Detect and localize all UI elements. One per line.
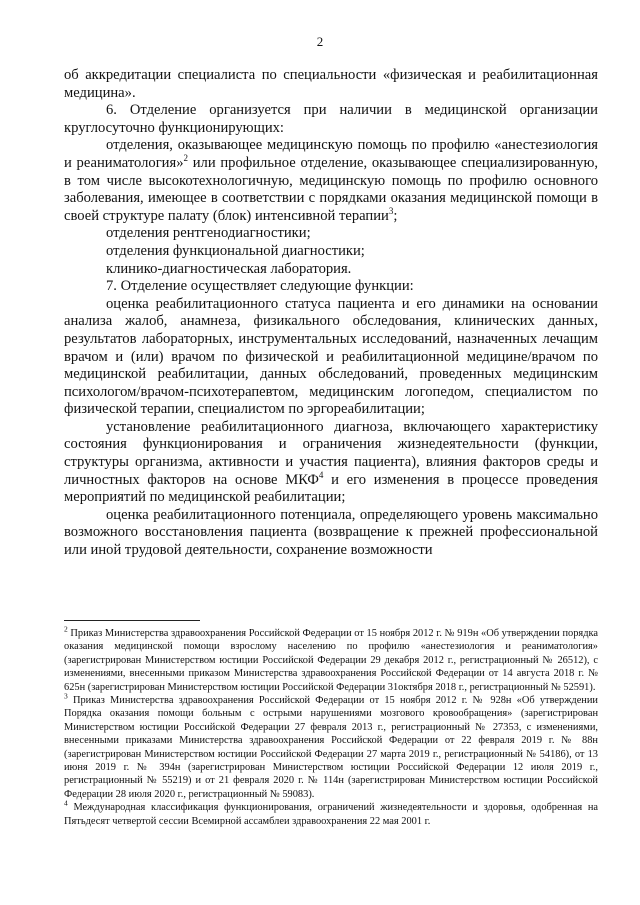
footnote-ref-2[interactable]: 2 bbox=[183, 153, 188, 164]
footnote-2: $^2$ Приказ Министерства здравоохранения Российской Федерации от 15 ноября 2012 г. № 919н «Об утверждении порядка оказания медицинской помощи взрослому населению по профилю «анестезиология и реаниматология» (зарегистрирован Министерством юстиции Российской Федерации 29 декабря 2012 г., регистрационный № 26512), с изменениями, внесенными приказом Министерства здравоохранения Российской Федерации от 14 августа 2018 г. № 625н (зарегистрирован Министерством юстиции Российской Федерации 31октября 2018 г., регистрационный № 52591). bbox=[64, 624, 598, 693]
paragraph-6: клинико-диагностическая лаборатория. bbox=[106, 260, 352, 277]
paragraph-1: об аккредитации специалиста по специальности «физическая и реабилитационная медицина». bbox=[64, 67, 598, 101]
paragraph-5: отделения функциональной диагностики; bbox=[106, 242, 365, 259]
page-number: 2 bbox=[316, 34, 324, 49]
paragraph-4: отделения рентгенодиагностики; bbox=[106, 225, 311, 242]
footnotes bbox=[64, 624, 598, 828]
paragraph-9: установление реабилитационного диагноза, включающего характеристику состояния функционирования и ограничения жизнедеятельности (функции, структуры организма, активности и участия пациента), влияния факторов среды и личностных факторов на основе МКФ$^4$ и его изменения в процессе проведения мероприятий по медицинской реабилитации; bbox=[64, 418, 598, 506]
footnote-ref-4[interactable]: 4 bbox=[318, 469, 324, 480]
paragraph-3: отделения, оказывающее медицинскую помощь по профилю «анестезиология и реаниматология»$^2$ или профильное отделение, оказывающее специализированную, в том числе высокотехнологичную, медицинскую помощь по профилю основного заболевания, имеющее в соответствии с порядками оказания медицинской помощи в своей структуре палату (блок) интенсивной терапии$^3$; bbox=[64, 137, 598, 224]
paragraph-7: 7. Отделение осуществляет следующие функции: bbox=[106, 278, 414, 295]
paragraph-8: оценка реабилитационного статуса пациента и его динамики на основании анализа жалоб, анамнеза, физикального обследования, клинических данных, результатов лабораторных, инструментальных исследований, назначенных лечащим врачом и (или) врачом по физической и реабилитационной медицине/врачом по медицинской реабилитации, данных обследований, проведенных медицинским психологом/врачом-психотерапевтом, медицинским логопедом, специалистом по физической терапии, специалистом по эргореабилитации; bbox=[64, 295, 598, 418]
footnote-4: $^4$ Международная классификация функционирования, ограничений жизнедеятельности и здоровья, одобренная на Пятьдесят четвертой сессии Всемирной ассамблеи здравоохранения 22 мая 2001 г. bbox=[64, 798, 598, 827]
footnote-ref-3[interactable]: 3 bbox=[388, 205, 394, 216]
footnote-separator bbox=[64, 620, 200, 621]
paragraph-2: 6. Отделение организуется при наличии в медицинской организации круглосуточно функционирующих: bbox=[64, 102, 598, 136]
footnote-3: $^3$ Приказ Министерства здравоохранения Российской Федерации от 15 ноября 2012 г. № 928н «Об утверждении Порядка оказания помощи больным с острыми нарушениями мозгового кровообращения» (зарегистрирован Министерством юстиции Российской Федерации 27 февраля 2013 г., регистрационный № 27353, с изменениями, внесенными приказами Министерства здравоохранения Российской Федерации от 22 февраля 2019 г. № 88н (зарегистрирован Министерством юстиции Российской Федерации 27 марта 2019 г., регистрационный № 54186), от 13 июня 2019 г. № 394н (зарегистрирован Министерством юстиции Российской Федерации 12 июля 2019 г., регистрационный № 55219) и от 21 февраля 2020 г. № 114н (зарегистрирован Министерством юстиции Российской Федерации 28 июля 2020 г., регистрационный № 59083). bbox=[64, 691, 598, 800]
body-text bbox=[64, 67, 598, 560]
paragraph-10: оценка реабилитационного потенциала, определяющего уровень максимально возможного восстановления пациента (возвращение к прежней профессиональной или иной трудовой деятельности, сохранение возможности bbox=[64, 506, 598, 559]
footnote-mark: 4 bbox=[64, 798, 68, 808]
footnote-mark: 2 bbox=[64, 624, 68, 634]
footnote-mark: 3 bbox=[64, 691, 68, 701]
